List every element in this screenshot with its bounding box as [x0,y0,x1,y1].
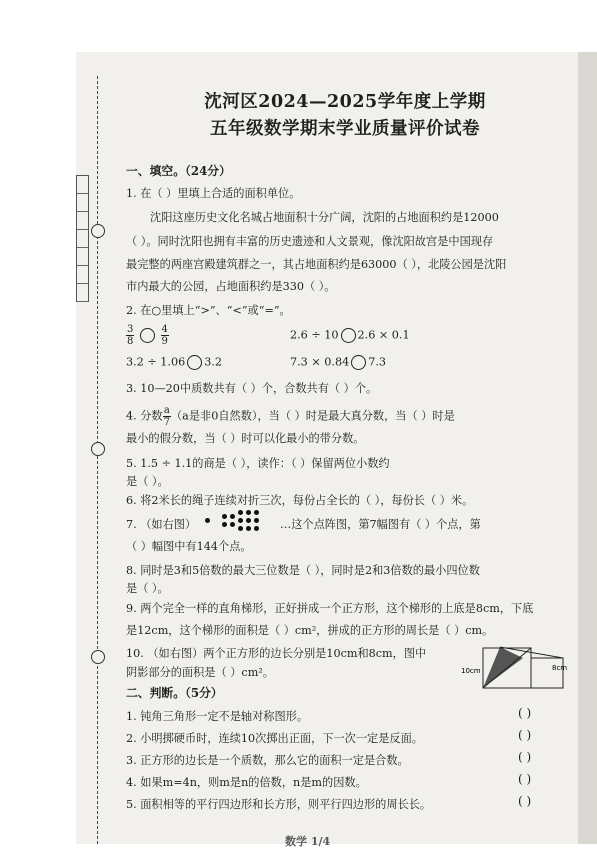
compare-circle[interactable] [140,328,155,343]
label-10cm: 10cm [461,667,481,675]
binding-hole [91,442,105,456]
question-7: 7. （如右图） [126,518,197,531]
question-1-text: 市内最大的公园，占地面积约是330（ ）。 [126,280,336,293]
compare-quotient: 3.2 ÷ 1.06 3.2 [126,355,222,369]
two-squares-figure [455,640,573,695]
question-9-text: 是12cm，这个梯形的面积是（ ）cm²，拼成的正方形的周长是（ ）cm。 [126,624,494,637]
dot [246,518,251,523]
exam-title-line1: 沈河区2024—2025学年度上学期 [204,92,486,112]
question-2: 2. 在○里填上“>”、“<”或“=”。 [126,304,291,317]
dot [238,518,243,523]
answer-paren[interactable]: ( ) [518,728,532,742]
shaded-triangle [483,647,523,688]
binding-hole [91,224,105,238]
question-4: 4. 分数 $\frac{a}{7}$ （a是非0自然数），当（ ）时是最大真分数，当（ ）时是 [126,405,455,428]
dot [230,522,235,527]
judge-4: 4. 如果m=4n，则m是n的倍数，n是m的因数。 [126,776,367,789]
compare-product: 7.3 × 0.84 7.3 [290,355,386,369]
section-fill-blank: 一、填空。（24分） [126,164,231,178]
compare-fractions: $\frac{3}{8}$ $\frac{4}{9}$ [127,324,168,347]
judge-3: 3. 正方形的边长是一个质数，那么它的面积一定是合数。 [126,754,409,767]
score-box [76,175,89,302]
compare-circle[interactable] [351,355,366,370]
exam-title-line2: 五年级数学期末学业质量评价试卷 [210,119,480,139]
judge-5: 5. 面积相等的平行四边形和长方形，则平行四边形的周长长。 [126,798,432,811]
compare-circle[interactable] [341,328,356,343]
dot [238,526,243,531]
question-8: 8. 同时是3和5倍数的最大三位数是（ ），同时是2和3倍数的最小四位数 [126,564,480,577]
answer-paren[interactable]: ( ) [518,706,532,720]
dot [254,510,259,515]
binding-line [97,76,98,844]
label-8cm: 8cm [552,664,568,672]
dot [254,518,259,523]
question-3: 3. 10—20中质数共有（ ）个，合数共有（ ）个。 [126,382,378,395]
judge-2: 2. 小明掷硬币时，连续10次掷出正面，下一次一定是反面。 [126,732,423,745]
question-1-text: 最完整的两座宫殿建筑群之一，其占地面积约是63000（ ），北陵公园是沈阳 [126,258,507,271]
question-8-text: 是（ ）。 [126,582,169,595]
question-6: 6. 将2米长的绳子连续对折三次，每份占全长的（ ），每份长（ ）米。 [126,494,474,507]
question-5: 5. 1.5 ÷ 1.1的商是（ ），读作：（ ）保留两位小数约 [126,457,390,470]
answer-paren[interactable]: ( ) [518,750,532,764]
question-1-text: （ ）。同时沈阳也拥有丰富的历史遗迹和人文景观，像沈阳故宫是中国现存 [126,235,494,248]
section-judge: 二、判断。（5分） [126,686,223,700]
page-footer: 数学 1/4 [285,835,331,848]
question-5-text: 是（ ）。 [126,475,169,488]
dot [230,514,235,519]
dot [222,514,227,519]
question-7-text: …这个点阵图，第7幅图有（ ）个点，第 [280,518,481,531]
question-1-text: 沈阳这座历史文化名城占地面积十分广阔，沈阳的占地面积约是12000 [150,211,499,224]
compare-circle[interactable] [187,355,202,370]
dot [238,510,243,515]
question-7-text: （ ）幅图中有144个点。 [126,540,252,553]
dot [254,526,259,531]
question-10-text: 阴影部分的面积是（ ）cm²。 [126,666,274,679]
question-10: 10. （如右图）两个正方形的边长分别是10cm和8cm，图中 [126,647,427,660]
binding-hole [91,650,105,664]
judge-1: 1. 钝角三角形一定不是轴对称图形。 [126,710,309,723]
answer-paren[interactable]: ( ) [518,772,532,786]
dot [246,526,251,531]
dot [205,518,210,523]
small-square [531,658,563,688]
question-1: 1. 在（ ）里填上合适的面积单位。 [126,187,301,200]
answer-paren[interactable]: ( ) [518,794,532,808]
paper-edge-shadow [578,52,597,844]
question-9: 9. 两个完全一样的直角梯形，正好拼成一个正方形，这个梯形的上底是8cm，下底 [126,602,534,615]
dot [246,510,251,515]
dot [222,522,227,527]
question-4-text: 最小的假分数，当（ ）时可以化最小的带分数。 [126,432,365,445]
compare-division: 2.6 ÷ 10 2.6 × 0.1 [290,328,410,342]
